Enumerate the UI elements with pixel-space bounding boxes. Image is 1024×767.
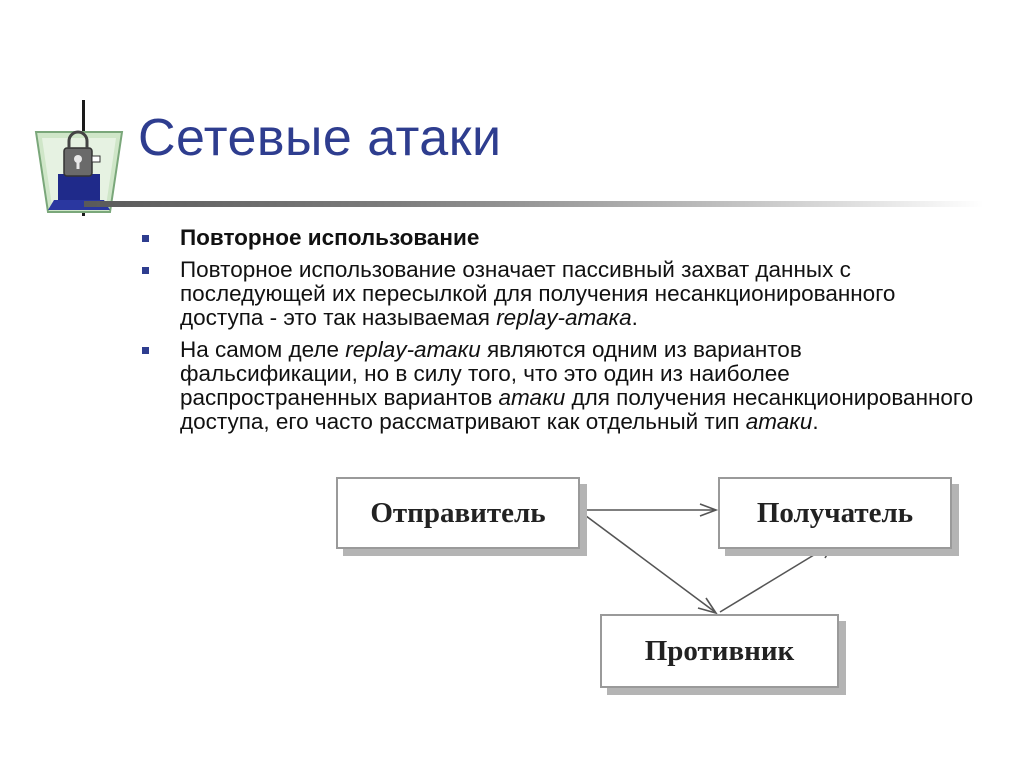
bullet-item [140,338,980,434]
bullet-text: Повторное использование означает пассивный захват данных с последующей их пересылкой для получения несанкционированного доступа - это так называемая [180,257,896,330]
bullet-item [140,226,980,250]
bullet-text: . [812,409,819,434]
bullet-term: атаки [745,409,813,434]
arrow-sender-to-adversary [578,510,715,612]
bullet-term: атаки [498,385,566,410]
receiver-box: Получатель [718,477,952,549]
adversary-box: Противник [600,614,839,688]
title-underline [84,201,984,207]
bullet-term: replay-атаки [345,337,481,362]
bullet-text: являются одним из вариантов фальсификации, но в силу того, что это один из наиболее распространенных вариантов [180,337,802,410]
slide-title: Сетевые атаки [138,109,502,167]
bullet-heading: Повторное использование [180,225,480,250]
bullet-marker [142,347,149,354]
bullet-marker [142,235,149,242]
bullet-list [140,226,980,442]
bullet-item [140,258,980,330]
bullet-text: для получения несанкционированного доступа, его часто рассматривают как отдельный тип [180,385,974,434]
bullet-term: replay-атака [496,305,632,330]
bullet-marker [142,267,149,274]
replay-attack-diagram [320,462,970,712]
arrow-adversary-to-receiver [720,544,832,612]
sender-box: Отправитель [336,477,580,549]
bullet-text: . [631,305,638,330]
bullet-text: На самом деле [180,337,346,362]
